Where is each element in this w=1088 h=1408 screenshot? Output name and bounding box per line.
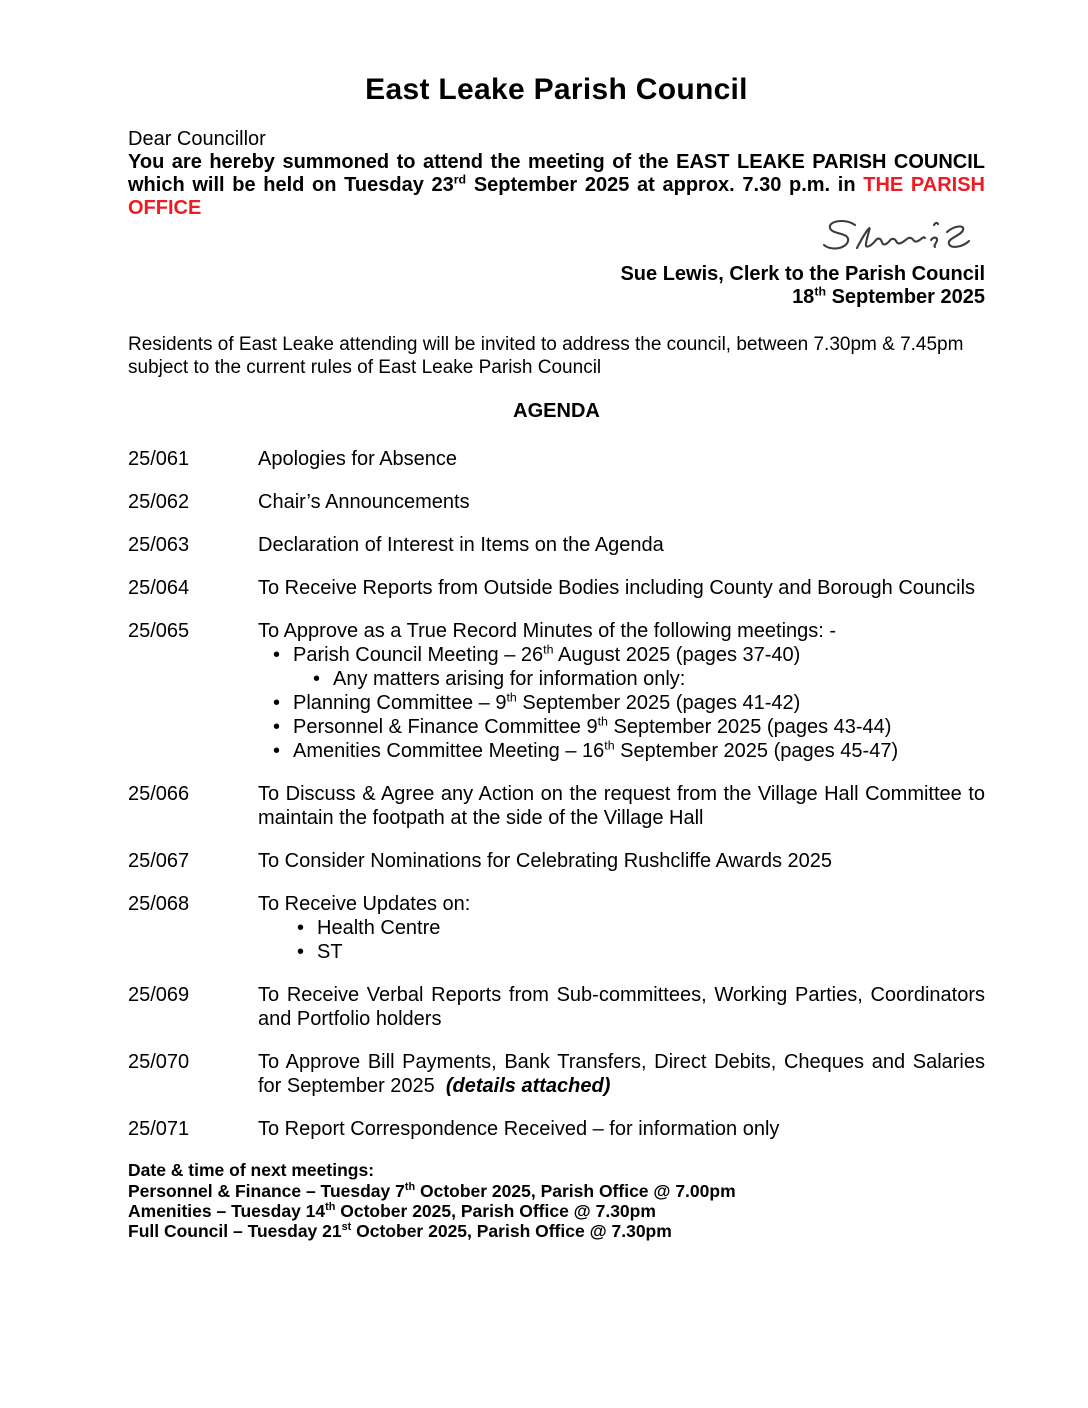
agenda-bullet-item: [258, 739, 985, 763]
agenda-heading: AGENDA: [513, 400, 600, 422]
agenda-item-body: [258, 849, 985, 873]
next-meetings-heading: Date & time of next meetings:: [128, 1160, 375, 1180]
agenda-item: [128, 576, 985, 600]
bullet-text: Amenities Committee Meeting – 16th September 2025 (pages 45-47): [293, 738, 899, 762]
agenda-item-number: 25/064: [128, 577, 190, 599]
agenda-item-number: 25/071: [128, 1118, 190, 1140]
agenda-item-number: 25/065: [128, 620, 190, 642]
agenda-item-body: [258, 1117, 985, 1141]
agenda-item-number: 25/061: [128, 448, 190, 470]
bullet-icon: •: [273, 740, 281, 762]
bullet-icon: •: [297, 917, 305, 939]
agenda-item-text: Chair’s Announcements: [258, 491, 470, 513]
agenda-bullet-item: [258, 715, 985, 739]
summons-paragraph: You are hereby summoned to attend the meeting of the EAST LEAKE PARISH COUNCIL which will be held on Tuesday 23rd September 2025 at approx. 7.30 p.m. in THE PARISH OFFICE: [128, 151, 985, 219]
agenda-item: [128, 1117, 985, 1141]
agenda-list: [128, 447, 985, 1141]
agenda-item-body: [258, 619, 985, 763]
agenda-bullet-item: [258, 916, 985, 940]
agenda-item: [128, 892, 985, 964]
bullet-icon: •: [273, 716, 281, 738]
agenda-item-text: Declaration of Interest in Items on the Agenda: [258, 534, 664, 556]
agenda-item: [128, 1050, 985, 1098]
bullet-text: Personnel & Finance Committee 9th September 2025 (pages 43-44): [293, 714, 892, 738]
agenda-item-text: To Discuss & Agree any Action on the request from the Village Hall Committee to maintain the footpath at the side of the Village Hall: [258, 783, 985, 829]
signature-handwriting-icon: [821, 214, 981, 258]
agenda-item-bullets: [258, 916, 985, 964]
agenda-item-number: 25/070: [128, 1051, 190, 1073]
bullet-text: ST: [317, 941, 343, 963]
agenda-item: [128, 782, 985, 830]
agenda-item-text: To Receive Reports from Outside Bodies including County and Borough Councils: [258, 577, 976, 599]
bullet-text: Health Centre: [317, 917, 441, 939]
signature-block: [128, 220, 985, 309]
agenda-bullet-item: [258, 940, 985, 964]
agenda-item-text: To Approve as a True Record Minutes of the following meetings: -: [258, 620, 837, 642]
agenda-item-body: [258, 447, 985, 471]
agenda-item-number: 25/069: [128, 984, 190, 1006]
agenda-item: [128, 533, 985, 557]
agenda-item-body: [258, 892, 985, 964]
agenda-item: [128, 619, 985, 763]
clerk-signoff-line: Sue Lewis, Clerk to the Parish Council: [620, 263, 985, 285]
agenda-bullet-item: [258, 667, 985, 691]
agenda-item-bullets: [258, 643, 985, 763]
agenda-item: [128, 849, 985, 873]
agenda-item-number: 25/068: [128, 893, 190, 915]
agenda-item-body: [258, 576, 985, 600]
next-meeting-line: Amenities – Tuesday 14th October 2025, Parish Office @ 7.30pm: [128, 1201, 656, 1221]
bullet-text: Any matters arising for information only:: [333, 668, 686, 690]
next-meetings-section: [128, 1160, 985, 1241]
agenda-item-text: To Receive Updates on:: [258, 893, 471, 915]
agenda-item: [128, 447, 985, 471]
agenda-item-body: [258, 782, 985, 830]
next-meeting-line: Full Council – Tuesday 21st October 2025, Parish Office @ 7.30pm: [128, 1221, 672, 1241]
agenda-item-body: [258, 533, 985, 557]
agenda-item-number: 25/063: [128, 534, 190, 556]
salutation: Dear Councillor: [128, 128, 266, 150]
emphasis-text: (details attached): [445, 1075, 611, 1097]
bullet-icon: •: [313, 668, 321, 690]
agenda-item-text: To Approve Bill Payments, Bank Transfers, Direct Debits, Cheques and Salaries for September 2025 (details attached): [258, 1051, 985, 1097]
bullet-text: Parish Council Meeting – 26th August 2025 (pages 37-40): [293, 642, 801, 666]
next-meeting-line: Personnel & Finance – Tuesday 7th October 2025, Parish Office @ 7.00pm: [128, 1181, 736, 1201]
agenda-item: [128, 490, 985, 514]
red-highlight-text: THE PARISH OFFICE: [128, 174, 985, 219]
letter-date-line: 18th September 2025: [792, 284, 985, 308]
agenda-item: [128, 983, 985, 1031]
agenda-item-text: To Consider Nominations for Celebrating Rushcliffe Awards 2025: [258, 850, 833, 872]
agenda-item-number: 25/066: [128, 783, 190, 805]
bullet-text: Planning Committee – 9th September 2025 (pages 41-42): [293, 690, 801, 714]
agenda-item-text: To Receive Verbal Reports from Sub-committees, Working Parties, Coordinators and Portfolio holders: [258, 984, 985, 1030]
agenda-bullet-item: [258, 643, 985, 667]
bullet-icon: •: [297, 941, 305, 963]
agenda-item-text: To Report Correspondence Received – for information only: [258, 1118, 780, 1140]
agenda-bullet-item: [258, 691, 985, 715]
page-title: East Leake Parish Council: [365, 73, 748, 106]
agenda-item-body: [258, 490, 985, 514]
residents-notice-paragraph: Residents of East Leake attending will be invited to address the council, between 7.30pm & 7.45pm subject to the current rules of East Leake Parish Council: [128, 334, 964, 378]
bullet-icon: •: [273, 644, 281, 666]
agenda-item-text: Apologies for Absence: [258, 448, 458, 470]
agenda-item-body: [258, 983, 985, 1031]
agenda-item-number: 25/067: [128, 850, 190, 872]
bullet-icon: •: [273, 692, 281, 714]
next-meetings-lines: [128, 1181, 985, 1241]
agenda-item-number: 25/062: [128, 491, 190, 513]
agenda-item-body: [258, 1050, 985, 1098]
